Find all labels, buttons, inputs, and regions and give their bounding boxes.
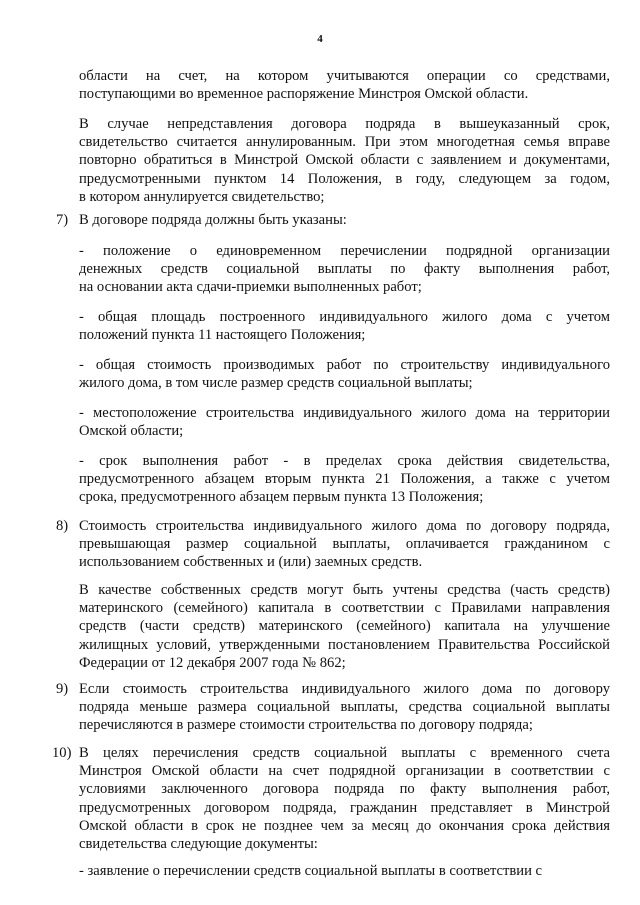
paragraph xyxy=(79,680,610,735)
text-line: свидетельство считается аннулированным. При этом многодетная семья вправе xyxy=(79,134,610,151)
text-line: использованием собственных и (или) заемных средств. xyxy=(79,554,423,571)
text-line: жилищных условий, утвержденными постановлением Правительства Российской xyxy=(79,636,610,653)
list-item xyxy=(79,356,610,392)
paragraph xyxy=(79,67,610,103)
text-line: Стоимость строительства индивидуального жилого дома по договору подряда, xyxy=(79,518,610,534)
text-line: - общая стоимость производимых работ по строительству индивидуального xyxy=(79,357,610,373)
text-line: в котором аннулируется свидетельство; xyxy=(79,188,325,205)
list-number: 10) xyxy=(52,745,72,761)
paragraph xyxy=(79,211,610,229)
text-line: Омской области; xyxy=(79,423,184,440)
text-line: денежных средств социальной выплаты по факту выполнения работ, xyxy=(79,261,610,278)
paragraph xyxy=(79,115,610,206)
text-line: - заявление о перечислении средств социальной выплаты в соответствии с xyxy=(79,863,543,879)
text-line: условиями заключенного договора подряда по факту выполнения работ, xyxy=(79,781,610,798)
text-line: Если стоимость строительства индивидуального жилого дома по договору xyxy=(79,681,610,697)
text-line: жилого дома, в том числе размер средств социальной выплаты; xyxy=(79,375,473,392)
list-item xyxy=(79,308,610,344)
list-item xyxy=(79,242,610,297)
text-line: - местоположение строительства индивидуального жилого дома на территории xyxy=(79,405,610,421)
text-line: свидетельства следующие документы: xyxy=(79,836,318,853)
list-item xyxy=(79,404,610,440)
list-item xyxy=(79,452,610,507)
paragraph xyxy=(79,744,610,853)
list-number: 8) xyxy=(56,518,69,534)
text-line: - общая площадь построенного индивидуального жилого дома с учетом xyxy=(79,309,610,325)
text-line: Федерации от 12 декабря 2007 года № 862; xyxy=(79,654,346,671)
text-line: положений пункта 11 настоящего Положения; xyxy=(79,327,366,344)
text-line: Омской области в срок не позднее чем за месяц до окончания срока действия xyxy=(79,817,610,834)
text-line: материнского (семейного) капитала в соответствии с Правилами направления xyxy=(79,600,610,617)
text-line: срока, предусмотренного абзацем первым пункта 13 Положения; xyxy=(79,489,484,506)
list-item xyxy=(79,862,610,880)
text-line: - срок выполнения работ - в пределах срока действия свидетельства, xyxy=(79,453,610,469)
paragraph xyxy=(79,581,610,672)
text-line: средств (части средств) материнского (семейного) капитала на улучшение xyxy=(79,618,610,635)
text-line: В целях перечисления средств социальной выплаты с временного счета xyxy=(79,745,610,761)
text-line: подряда меньше размера социальной выплаты, средства социальной выплаты xyxy=(79,699,610,716)
list-number: 9) xyxy=(56,681,69,697)
text-line: предусмотренными пунктом 14 Положения, в году, следующем за годом, xyxy=(79,170,610,187)
text-line: превышающая размер социальной выплаты, оплачивается гражданином с xyxy=(79,536,610,553)
paragraph xyxy=(79,517,610,572)
text-line: поступающими во временное распоряжение Минстроя Омской области. xyxy=(79,86,529,103)
text-line: В случае непредставления договора подряда в вышеуказанный срок, xyxy=(79,116,610,132)
text-line: - положение о единовременном перечислении подрядной организации xyxy=(79,243,610,259)
text-line: перечисляются в размере стоимости строительства по договору подряда; xyxy=(79,717,533,734)
text-line: повторно обратиться в Минстрой Омской области с заявлением и документами, xyxy=(79,152,610,169)
text-line: В качестве собственных средств могут быть учтены средства (часть средств) xyxy=(79,582,610,598)
text-line: предусмотренного абзацем вторым пункта 21 Положения, а также с учетом xyxy=(79,471,610,488)
text-line: предусмотренных договором подряда, гражданин представляет в Минстрой xyxy=(79,799,610,816)
text-line: области на счет, на котором учитываются операции со средствами, xyxy=(79,68,610,84)
page-number: 4 xyxy=(317,33,323,45)
text-line: В договоре подряда должны быть указаны: xyxy=(79,212,347,228)
list-number: 7) xyxy=(56,212,69,228)
text-line: на основании акта сдачи-приемки выполненных работ; xyxy=(79,279,422,296)
text-line: Минстроя Омской области на счет подрядной организации в соответствии с xyxy=(79,763,610,780)
